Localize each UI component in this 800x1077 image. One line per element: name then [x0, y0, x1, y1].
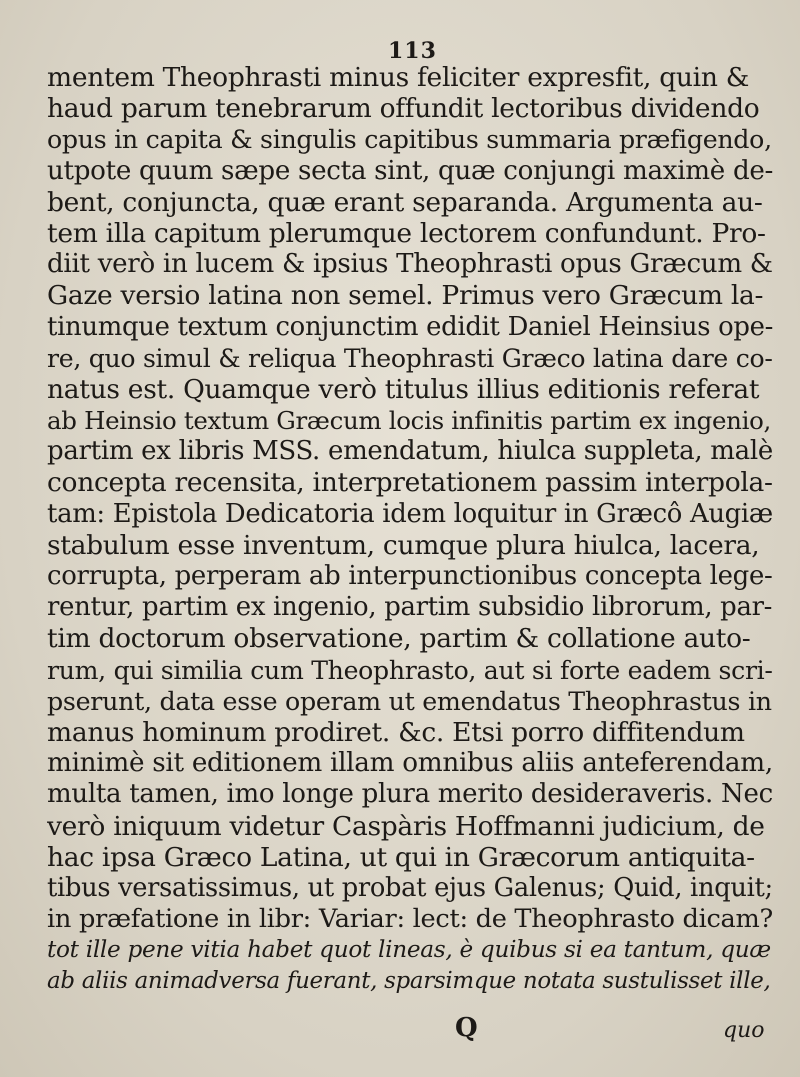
- text-line: haud parum tenebrarum offundit lectoribus dividendo: [47, 93, 760, 125]
- text-line: in præfatione in libr: Variar: lect: de Theophrasto dicam?: [47, 904, 773, 935]
- text-line: verò iniquum videtur Caspàris Hoffmanni judicium, de: [47, 810, 765, 842]
- text-line: Gaze versio latina non semel. Primus vero Græcum la-: [47, 280, 764, 312]
- text-line: pserunt, data esse operam ut emendatus Theophrastus in: [47, 685, 772, 716]
- text-line: opus in capita & singulis capitibus summaria præfigendo,: [47, 125, 772, 155]
- body-text: [47, 62, 777, 998]
- catchword: quo: [723, 1018, 765, 1043]
- text-line: tibus versatissimus, ut probat ejus Galenus; Quid, inquit;: [47, 872, 773, 903]
- text-line: utpote quum sæpe secta sint, quæ conjungi maximè de-: [47, 155, 774, 186]
- text-line: tim doctorum observatione, partim & collatione auto-: [47, 623, 751, 655]
- text-line: tinumque textum conjunctim edidit Daniel Heinsius ope-: [47, 311, 774, 342]
- text-line: rum, qui similia cum Theophrasto, aut si forte eadem scri-: [47, 655, 773, 685]
- text-line: re, quo simul & reliqua Theophrasti Græco latina dare co-: [47, 343, 773, 373]
- text-line: stabulum esse inventum, cumque plura hiulca, lacera,: [47, 529, 760, 561]
- page-number: 113: [388, 38, 437, 64]
- text-line: ab Heinsio textum Græcum locis infinitis partim ex ingenio,: [47, 406, 771, 436]
- text-line: hac ipsa Græco Latina, ut qui in Græcorum antiquita-: [47, 841, 755, 873]
- text-line: partim ex libris MSS. emendatum, hiulca suppleta, malè: [47, 436, 773, 467]
- text-line: natus est. Quamque verò titulus illius editionis referat: [47, 373, 760, 405]
- text-line: corrupta, perperam ab interpunctionibus concepta lege-: [47, 561, 773, 591]
- text-line: tam: Epistola Dedicatoria idem loquitur in Græcô Augiæ: [47, 498, 773, 529]
- text-line: multa tamen, imo longe plura merito desideraveris. Nec: [47, 779, 773, 810]
- text-line: rentur, partim ex ingenio, partim subsidio librorum, par-: [47, 592, 773, 623]
- text-line: tot ille pene vitia habet quot lineas, è quibus si ea tantum, quæ: [47, 937, 771, 964]
- text-line: diit verò in lucem & ipsius Theophrasti opus Græcum &: [47, 249, 773, 280]
- text-line: minimè sit editionem illam omnibus aliis anteferendam,: [47, 748, 773, 779]
- signature-mark: Q: [455, 1013, 478, 1043]
- text-line: tem illa capitum plerumque lectorem confundunt. Pro-: [47, 217, 766, 249]
- text-line: ab aliis animadversa fuerant, sparsimque notata sustulisset ille,: [47, 968, 771, 995]
- text-line: manus hominum prodiret. &c. Etsi porro diffitendum: [47, 716, 745, 748]
- text-line: concepta recensita, interpretationem passim interpola-: [47, 467, 773, 499]
- text-line: bent, conjuncta, quæ erant separanda. Argumenta au-: [47, 186, 763, 218]
- text-line: mentem Theophrasti minus feliciter expresfit, quin &: [47, 62, 750, 93]
